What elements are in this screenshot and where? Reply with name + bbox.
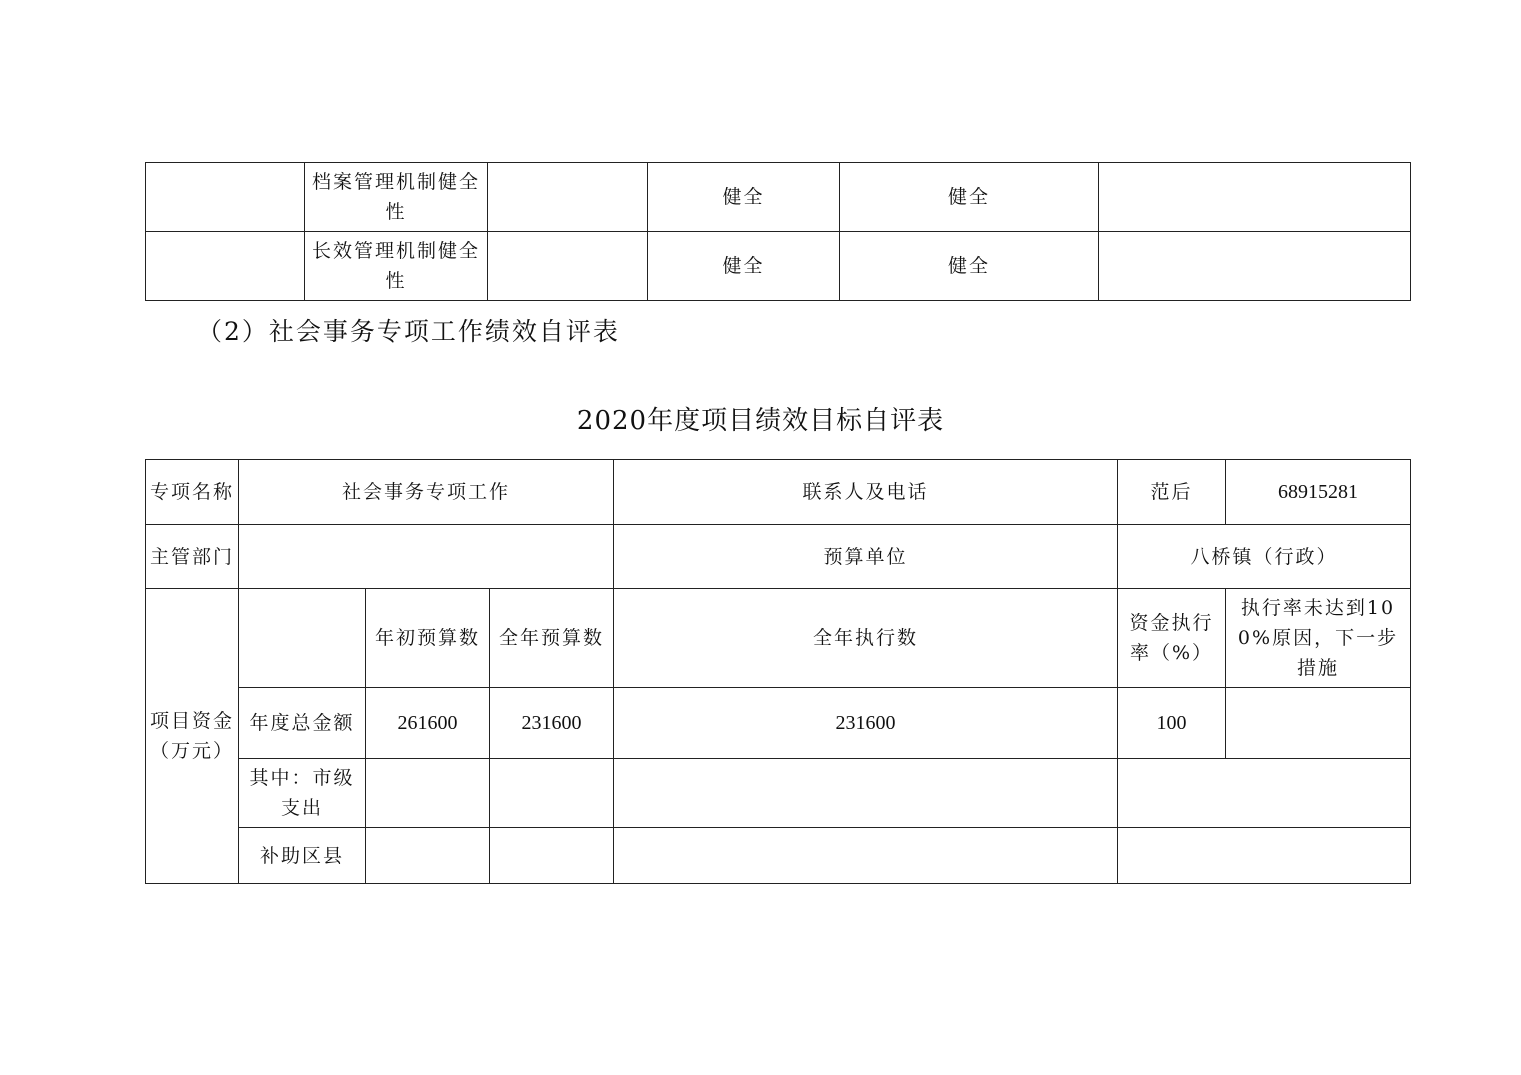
indicator-weight-cell — [488, 232, 648, 301]
row-total-annual: 231600 — [490, 688, 614, 759]
table-row — [146, 759, 1411, 828]
funds-header-blank — [239, 589, 366, 688]
row-subsidy-annual — [490, 828, 614, 884]
indicator-note-cell — [1099, 163, 1411, 232]
indicator-actual-cell: 健全 — [840, 163, 1099, 232]
row-total-rate: 100 — [1118, 688, 1226, 759]
indicator-category-cell — [146, 232, 305, 301]
col-annual-execution: 全年执行数 — [614, 589, 1118, 688]
row-subsidy-label: 补助区县 — [239, 828, 366, 884]
indicator-target-cell: 健全 — [648, 232, 840, 301]
indicator-actual-cell: 健全 — [840, 232, 1099, 301]
indicator-name-cell: 档案管理机制健全性 — [305, 163, 488, 232]
col-reason: 执行率未达到100%原因，下一步措施 — [1226, 589, 1411, 688]
indicator-weight-cell — [488, 163, 648, 232]
table-row — [146, 460, 1411, 525]
funds-label: 项目资金（万元） — [146, 589, 239, 884]
indicator-name-cell: 长效管理机制健全性 — [305, 232, 488, 301]
indicator-note-cell — [1099, 232, 1411, 301]
row-total-execution: 231600 — [614, 688, 1118, 759]
row-subsidy-execution — [614, 828, 1118, 884]
performance-self-evaluation-table — [145, 459, 1411, 884]
indicator-category-cell — [146, 163, 305, 232]
row-total-initial: 261600 — [366, 688, 490, 759]
col-annual-budget: 全年预算数 — [490, 589, 614, 688]
row-total-label: 年度总金额 — [239, 688, 366, 759]
row-city-annual — [490, 759, 614, 828]
dept-value — [239, 525, 614, 589]
table-title: 2020年度项目绩效目标自评表 — [576, 406, 945, 436]
col-initial-budget: 年初预算数 — [366, 589, 490, 688]
table-row — [146, 688, 1411, 759]
budget-unit-label: 预算单位 — [614, 525, 1118, 589]
contact-label: 联系人及电话 — [614, 460, 1118, 525]
project-name-label: 专项名称 — [146, 460, 239, 525]
project-name-value: 社会事务专项工作 — [239, 460, 614, 525]
budget-unit-value: 八桥镇（行政） — [1118, 525, 1411, 589]
contact-name: 范后 — [1118, 460, 1226, 525]
indicator-target-cell: 健全 — [648, 163, 840, 232]
table-row — [146, 828, 1411, 884]
dept-label: 主管部门 — [146, 525, 239, 589]
table-row — [146, 525, 1411, 589]
contact-phone: 68915281 — [1226, 460, 1411, 525]
col-exec-rate: 资金执行率（%） — [1118, 589, 1226, 688]
row-subsidy-initial — [366, 828, 490, 884]
table-row — [146, 589, 1411, 688]
row-city-execution — [614, 759, 1118, 828]
row-total-reason — [1226, 688, 1411, 759]
row-city-rest — [1118, 759, 1411, 828]
row-city-initial — [366, 759, 490, 828]
row-city-label: 其中：市级支出 — [239, 759, 366, 828]
table-row — [146, 163, 1411, 232]
indicator-table-continued — [145, 162, 1411, 301]
section-heading: （2）社会事务专项工作绩效自评表 — [197, 317, 620, 346]
row-subsidy-rest — [1118, 828, 1411, 884]
table-row — [146, 232, 1411, 301]
